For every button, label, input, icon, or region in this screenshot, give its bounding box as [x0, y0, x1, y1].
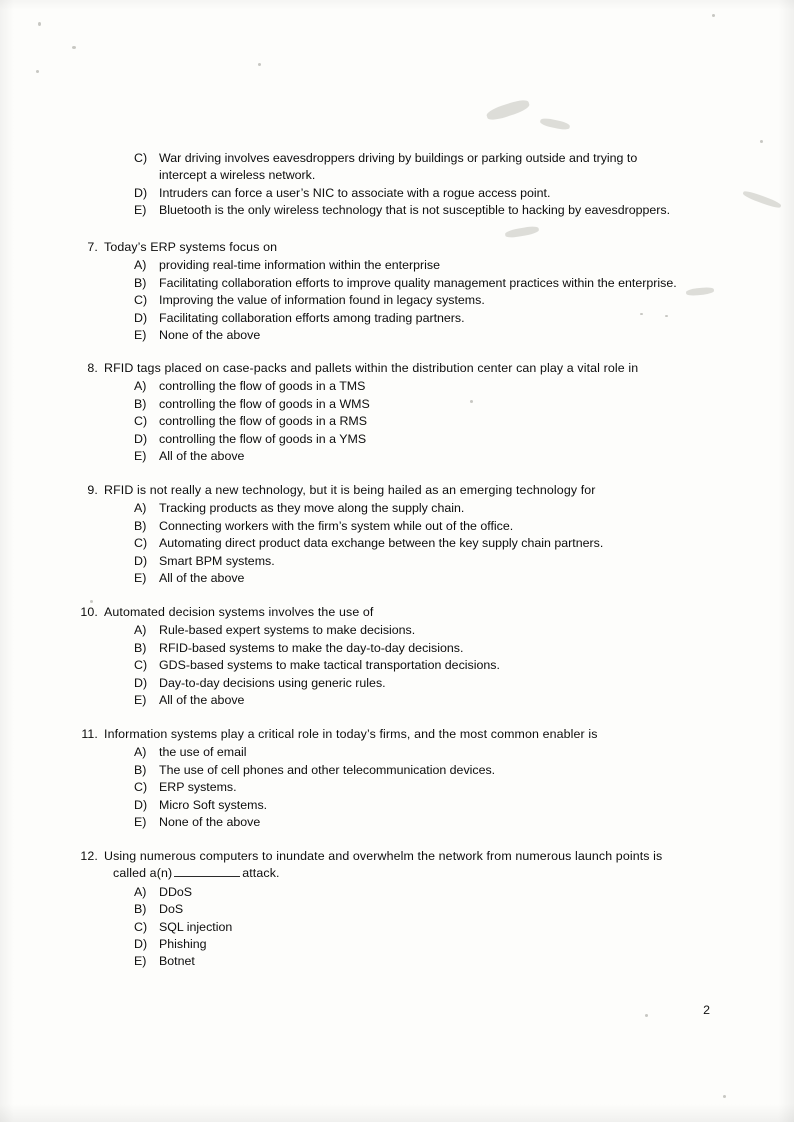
choice-text: Connecting workers with the firm’s system while out of the office.: [159, 518, 514, 533]
question-stem: [78, 604, 738, 621]
question-stem-text: [104, 848, 738, 883]
question-stem-line2: [104, 865, 738, 882]
choice-item[interactable]: [78, 762, 738, 779]
choice-text: All of the above: [159, 449, 245, 464]
choice-item[interactable]: [78, 275, 738, 292]
choice-item[interactable]: [78, 431, 738, 448]
choice-text: All of the above: [159, 571, 245, 586]
scan-speck: [760, 140, 763, 143]
choice-item[interactable]: [78, 814, 738, 831]
question-8: [78, 360, 738, 465]
question-number: 12.: [80, 849, 98, 863]
choice-letter: D): [134, 185, 148, 200]
question-10: [78, 604, 738, 709]
choice-letter: E): [134, 693, 147, 708]
question-stem: [78, 726, 738, 743]
choice-item[interactable]: [78, 553, 738, 570]
fill-in-blank: [174, 865, 240, 877]
choice-letter: D): [134, 431, 148, 446]
choice-text: Facilitating collaboration efforts among trading partners.: [159, 310, 465, 325]
choice-text: RFID-based systems to make the day-to-day decisions.: [159, 640, 464, 655]
choice-text: providing real-time information within the enterprise: [159, 258, 440, 273]
choice-item[interactable]: [78, 640, 738, 657]
choice-letter: D): [134, 675, 148, 690]
choice-letter: E): [134, 449, 147, 464]
choice-letter: E): [134, 328, 147, 343]
choice-letter: D): [134, 937, 148, 952]
choice-text: Facilitating collaboration efforts to improve quality management practices within the enterprise.: [159, 275, 677, 290]
choice-text: [159, 150, 734, 185]
choice-text: SQL injection: [159, 919, 233, 934]
question-number: 8.: [87, 361, 98, 375]
choice-text: The use of cell phones and other telecommunication devices.: [159, 762, 496, 777]
choice-item[interactable]: [78, 919, 738, 936]
choice-letter: C): [134, 151, 148, 165]
question-stem-line2-suffix: attack.: [242, 866, 280, 881]
scan-speck: [645, 1014, 648, 1017]
choice-item[interactable]: [78, 936, 738, 953]
choice-item[interactable]: [78, 257, 738, 274]
choice-item[interactable]: [78, 797, 738, 814]
choice-list: [78, 622, 738, 709]
continued-question-choices: [134, 150, 734, 220]
choice-list: [78, 884, 738, 971]
choice-text: controlling the flow of goods in a YMS: [159, 431, 367, 446]
question-11: [78, 726, 738, 831]
scan-speck: [723, 1095, 726, 1098]
question-stem: [78, 239, 738, 256]
choice-letter: A): [134, 623, 147, 638]
page-number: 2: [703, 1003, 710, 1017]
scan-smudge: [539, 117, 570, 131]
choice-text: GDS-based systems to make tactical transportation decisions.: [159, 658, 500, 673]
choice-text: Automating direct product data exchange between the key supply chain partners.: [159, 536, 604, 551]
choice-text: DDoS: [159, 884, 193, 899]
choice-item[interactable]: [78, 378, 738, 395]
choice-letter: B): [134, 902, 147, 917]
choice-list: [78, 500, 738, 587]
choice-letter: B): [134, 275, 147, 290]
scan-speck: [712, 14, 715, 17]
question-7: [78, 239, 738, 344]
choice-letter: D): [134, 553, 148, 568]
choice-item[interactable]: [78, 901, 738, 918]
choice-letter: E): [134, 571, 147, 586]
scan-smudge: [485, 97, 531, 122]
choice-item[interactable]: [78, 327, 738, 344]
choice-letter: A): [134, 745, 147, 760]
question-stem: [78, 360, 738, 377]
choice-text: Smart BPM systems.: [159, 553, 275, 568]
choice-item[interactable]: [78, 622, 738, 639]
choice-item[interactable]: [78, 884, 738, 901]
choice-text: Phishing: [159, 937, 207, 952]
choice-text: controlling the flow of goods in a WMS: [159, 396, 370, 411]
choice-letter: B): [134, 396, 147, 411]
choice-text: ERP systems.: [159, 780, 237, 795]
question-stem-text: RFID tags placed on case-packs and pallets within the distribution center can play a vital role in: [104, 361, 639, 375]
choice-text: Botnet: [159, 954, 195, 969]
choice-list: [78, 378, 738, 465]
choice-list: [78, 257, 738, 344]
question-stem-line1: Using numerous computers to inundate and overwhelm the network from numerous launch points is: [104, 849, 663, 863]
choice-letter: D): [134, 310, 148, 325]
choice-letter: A): [134, 501, 147, 516]
question-stem-text: Automated decision systems involves the use of: [104, 605, 374, 619]
question-number: 7.: [87, 240, 98, 254]
question-stem: [78, 848, 738, 883]
question-stem-text: RFID is not really a new technology, but it is being hailed as an emerging technology for: [104, 483, 596, 497]
scan-speck: [90, 600, 93, 603]
choice-item[interactable]: [78, 292, 738, 309]
choice-item[interactable]: [78, 413, 738, 430]
question-9: [78, 482, 738, 587]
choice-letter: C): [134, 780, 148, 795]
scan-speck: [36, 70, 39, 73]
question-stem-line2-prefix: called a(n): [113, 866, 173, 881]
choice-item[interactable]: [78, 310, 738, 327]
choice-letter: E): [134, 815, 147, 830]
choice-letter: E): [134, 954, 147, 969]
choice-letter: C): [134, 414, 148, 429]
choice-letter: B): [134, 518, 147, 533]
choice-text: Tracking products as they move along the supply chain.: [159, 501, 465, 516]
question-stem-text: Today’s ERP systems focus on: [104, 240, 278, 254]
choice-letter: A): [134, 258, 147, 273]
choice-item[interactable]: [78, 675, 738, 692]
choice-text: DoS: [159, 902, 184, 917]
scan-smudge: [742, 189, 782, 209]
choice-text: All of the above: [159, 693, 245, 708]
choice-text: Improving the value of information found in legacy systems.: [159, 293, 485, 308]
choice-letter: A): [134, 884, 147, 899]
choice-item[interactable]: [134, 185, 734, 202]
choice-item[interactable]: [78, 448, 738, 465]
choice-letter: B): [134, 640, 147, 655]
choice-item[interactable]: [78, 657, 738, 674]
choice-list: [78, 744, 738, 831]
choice-letter: C): [134, 919, 148, 934]
question-number: 11.: [81, 727, 98, 741]
choice-item[interactable]: [78, 396, 738, 413]
choice-item[interactable]: [78, 953, 738, 970]
choice-item[interactable]: [78, 535, 738, 552]
choice-item[interactable]: [78, 779, 738, 796]
choice-text-line1: War driving involves eavesdroppers driving by buildings or parking outside and trying to: [159, 151, 638, 165]
question-12: [78, 848, 738, 971]
choice-text: the use of email: [159, 745, 247, 760]
question-number: 10.: [80, 605, 98, 619]
choice-text: Day-to-day decisions using generic rules.: [159, 675, 386, 690]
choice-text: controlling the flow of goods in a RMS: [159, 414, 367, 429]
choice-item[interactable]: [134, 150, 734, 185]
choice-letter: A): [134, 379, 147, 394]
question-stem: [78, 482, 738, 499]
scan-smudge: [505, 225, 540, 239]
choice-text: Micro Soft systems.: [159, 797, 268, 812]
scan-speck: [72, 46, 76, 49]
choice-item[interactable]: [78, 744, 738, 761]
choice-text: Bluetooth is the only wireless technology that is not susceptible to hacking by eavesdroppers.: [159, 203, 671, 218]
choice-letter: C): [134, 293, 148, 308]
choice-item[interactable]: [78, 518, 738, 535]
choice-letter: B): [134, 762, 147, 777]
choice-text: Rule-based expert systems to make decisions.: [159, 623, 416, 638]
scan-speck: [258, 63, 261, 66]
question-number: 9.: [87, 483, 98, 497]
choice-letter: C): [134, 658, 148, 673]
choice-text: None of the above: [159, 328, 261, 343]
choice-text: Intruders can force a user’s NIC to associate with a rogue access point.: [159, 185, 551, 200]
choice-item[interactable]: [78, 500, 738, 517]
choice-text-line2: intercept a wireless network.: [159, 168, 316, 183]
choice-letter: C): [134, 536, 148, 551]
choice-item[interactable]: [78, 570, 738, 587]
question-stem-text: Information systems play a critical role in today’s firms, and the most common enabler is: [104, 727, 598, 741]
choice-item[interactable]: [78, 692, 738, 709]
scan-speck: [38, 22, 41, 26]
choice-item[interactable]: [134, 202, 734, 219]
choice-letter: D): [134, 797, 148, 812]
choice-text: controlling the flow of goods in a TMS: [159, 379, 366, 394]
choice-text: None of the above: [159, 815, 261, 830]
choice-letter: E): [134, 203, 147, 218]
